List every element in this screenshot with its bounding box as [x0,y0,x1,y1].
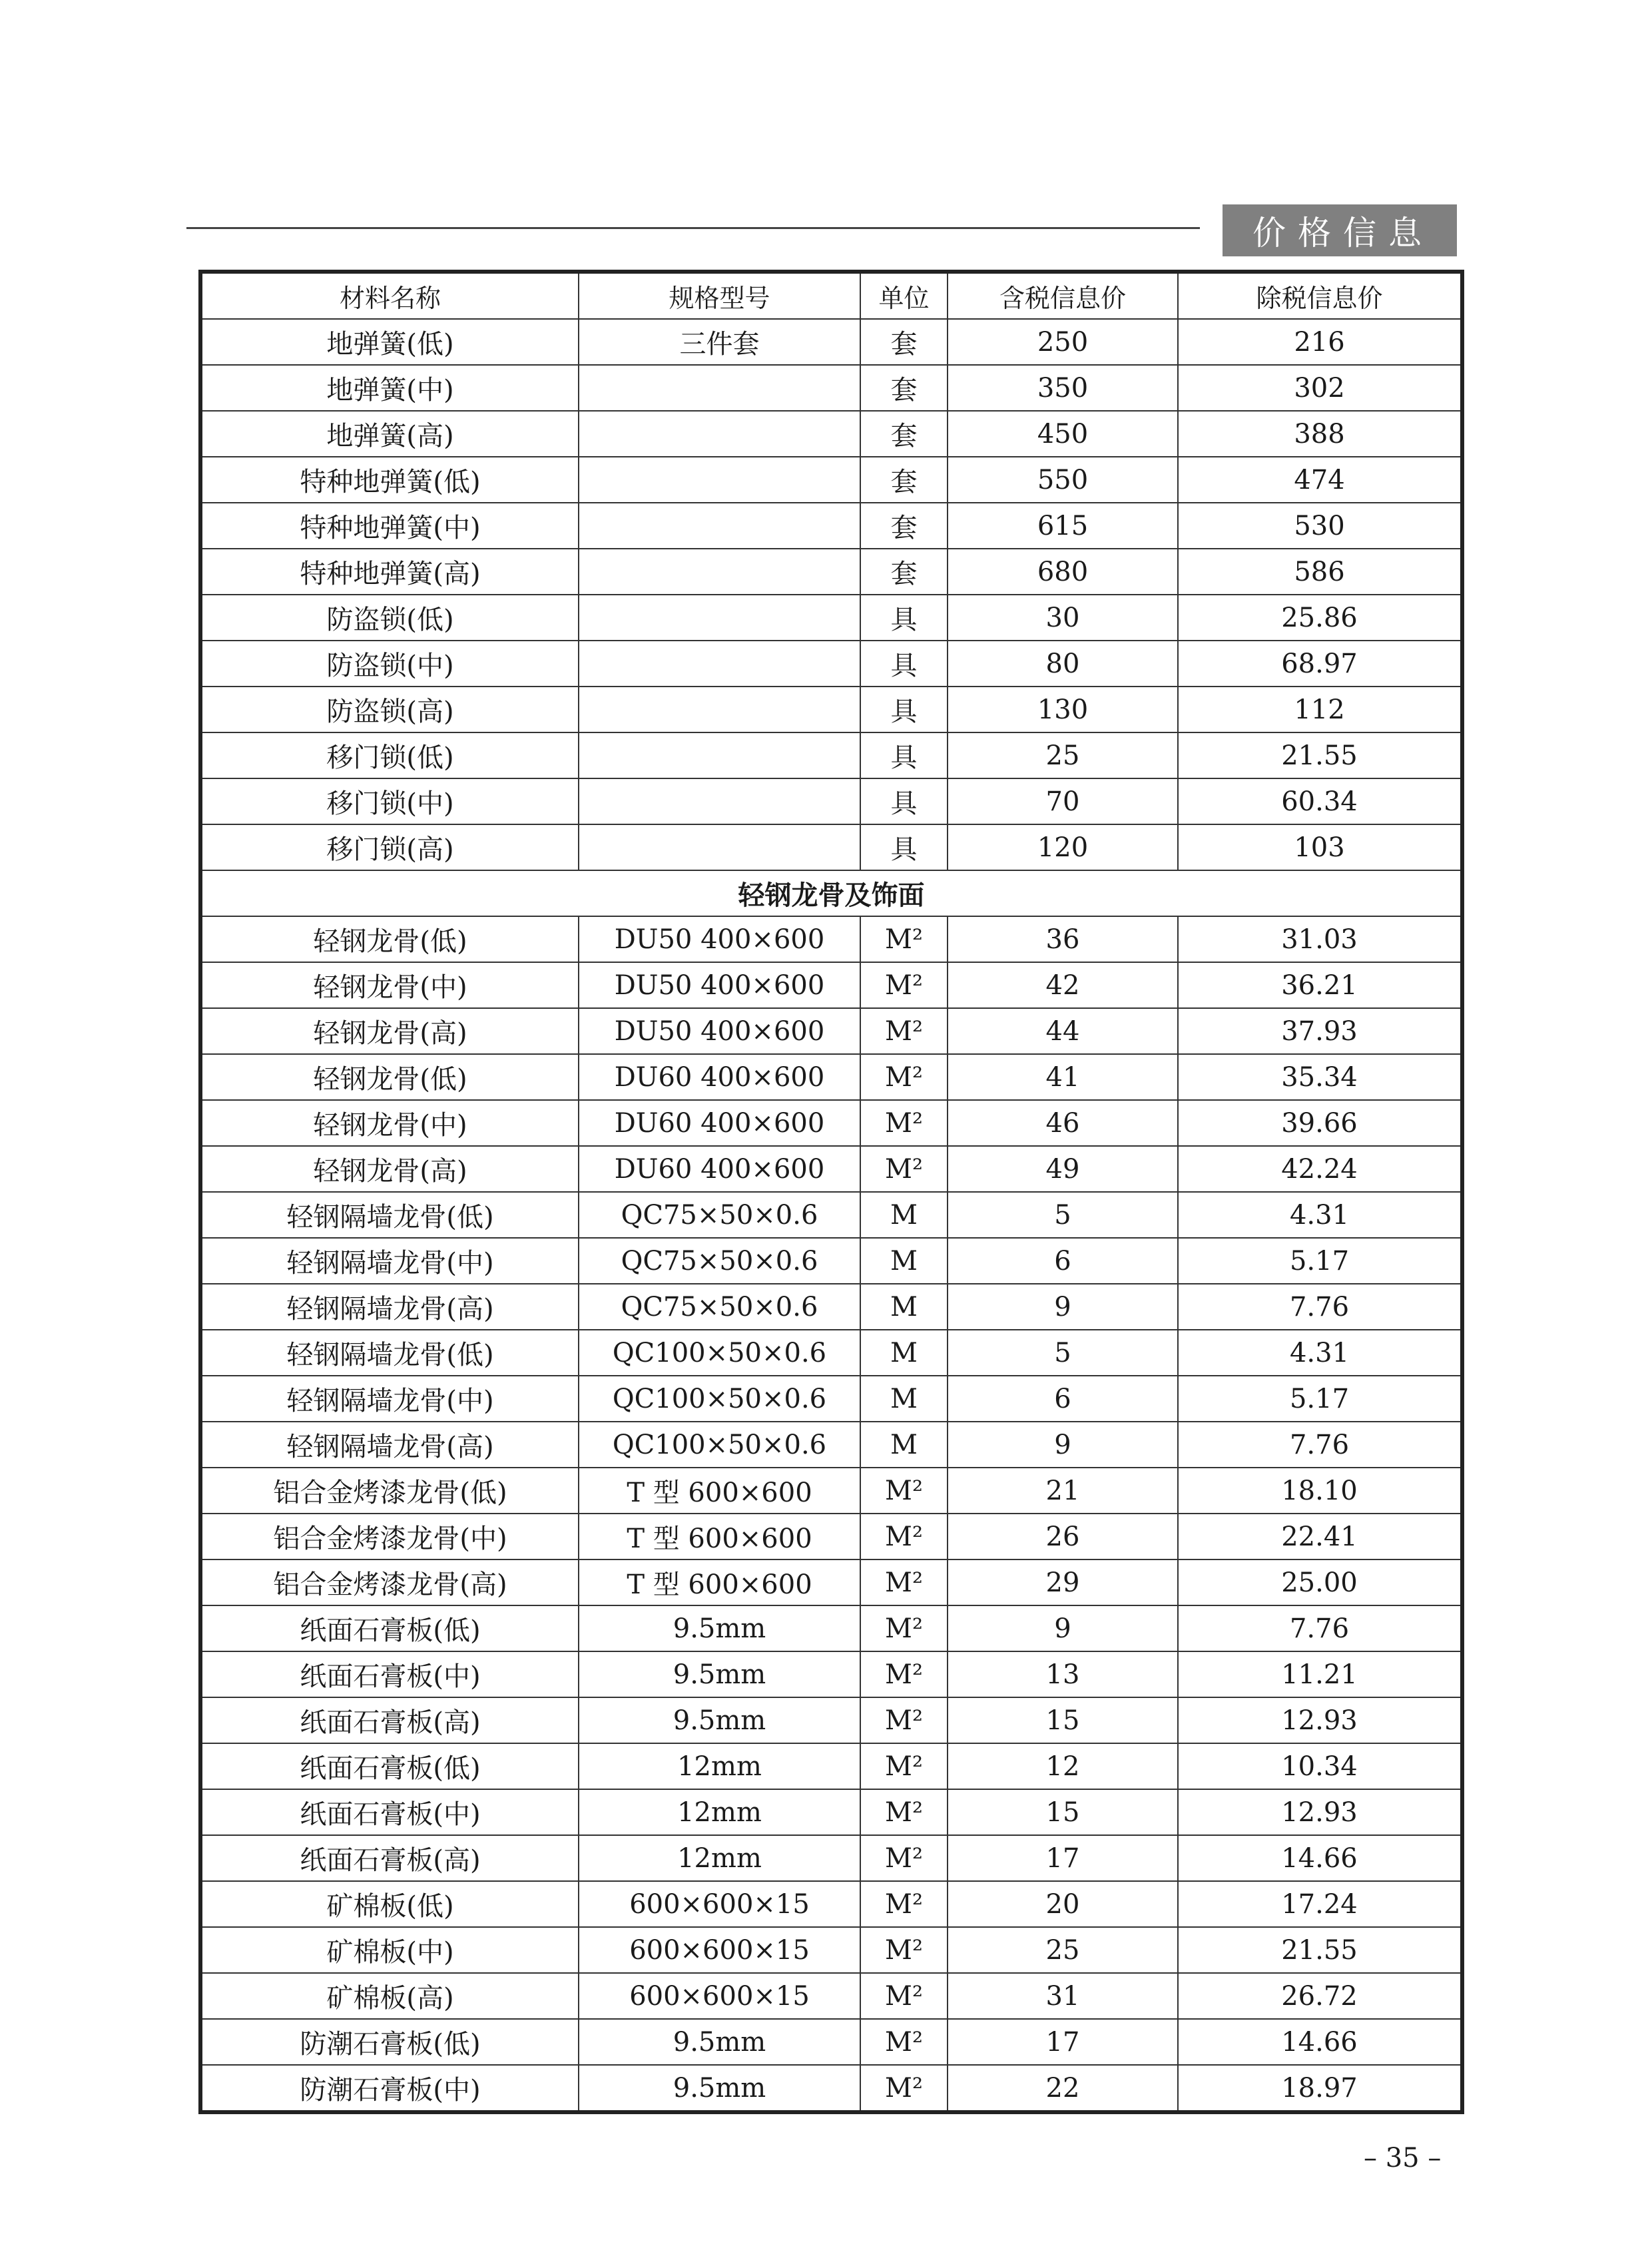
cell-tax-incl: 41 [948,1054,1178,1100]
cell-spec: 9.5mm [579,2065,860,2112]
cell-tax-excl: 12.93 [1178,1697,1462,1743]
cell-tax-excl: 388 [1178,411,1462,457]
table-row [200,319,1462,365]
cell-unit: 具 [860,687,948,732]
cell-tax-excl: 11.21 [1178,1651,1462,1697]
cell-name: 铝合金烤漆龙骨(高) [200,1559,579,1605]
cell-spec: 12mm [579,1743,860,1789]
cell-tax-excl: 42.24 [1178,1146,1462,1192]
table-row [200,503,1462,549]
cell-tax-excl: 39.66 [1178,1100,1462,1146]
table-row [200,411,1462,457]
table-row [200,824,1462,870]
table-row [200,1376,1462,1422]
cell-tax-incl: 9 [948,1422,1178,1468]
cell-spec: 600×600×15 [579,1973,860,2019]
cell-tax-incl: 250 [948,319,1178,365]
cell-unit: M [860,1376,948,1422]
table-row [200,2065,1462,2112]
cell-tax-excl: 37.93 [1178,1008,1462,1054]
cell-spec [579,687,860,732]
cell-spec [579,824,860,870]
cell-name: 纸面石膏板(高) [200,1835,579,1881]
cell-tax-incl: 12 [948,1743,1178,1789]
table-row [200,1146,1462,1192]
column-header-spec: 规格型号 [579,272,860,319]
table-row [200,641,1462,687]
cell-name: 矿棉板(低) [200,1881,579,1927]
cell-spec [579,411,860,457]
cell-unit: M² [860,2065,948,2112]
column-header-name: 材料名称 [200,272,579,319]
table-row [200,1330,1462,1376]
table-row [200,962,1462,1008]
cell-tax-excl: 302 [1178,365,1462,411]
section-tag: 价格信息 [1223,204,1457,256]
cell-name: 轻钢龙骨(高) [200,1008,579,1054]
cell-unit: 套 [860,319,948,365]
table-row [200,778,1462,824]
cell-name: 轻钢龙骨(低) [200,1054,579,1100]
cell-spec [579,457,860,503]
cell-tax-incl: 120 [948,824,1178,870]
cell-tax-excl: 36.21 [1178,962,1462,1008]
cell-spec: DU60 400×600 [579,1054,860,1100]
cell-tax-incl: 450 [948,411,1178,457]
cell-name: 移门锁(中) [200,778,579,824]
table-row [200,1743,1462,1789]
cell-tax-excl: 60.34 [1178,778,1462,824]
cell-unit: M² [860,1468,948,1514]
cell-spec: T 型 600×600 [579,1468,860,1514]
cell-tax-incl: 9 [948,1605,1178,1651]
cell-spec: T 型 600×600 [579,1514,860,1559]
cell-name: 铝合金烤漆龙骨(低) [200,1468,579,1514]
cell-unit: M² [860,1146,948,1192]
cell-unit: 套 [860,411,948,457]
cell-unit: 具 [860,778,948,824]
section-title: 轻钢龙骨及饰面 [200,870,1462,916]
cell-name: 轻钢隔墙龙骨(高) [200,1284,579,1330]
cell-unit: M² [860,1789,948,1835]
cell-spec: QC75×50×0.6 [579,1192,860,1238]
cell-tax-incl: 350 [948,365,1178,411]
cell-tax-incl: 44 [948,1008,1178,1054]
cell-tax-incl: 6 [948,1238,1178,1284]
cell-spec [579,549,860,595]
cell-tax-excl: 14.66 [1178,2019,1462,2065]
table-row [200,732,1462,778]
cell-name: 纸面石膏板(高) [200,1697,579,1743]
cell-spec [579,595,860,641]
cell-unit: 套 [860,457,948,503]
table-header-row [200,272,1462,319]
cell-tax-excl: 68.97 [1178,641,1462,687]
section-row [200,870,1462,916]
cell-unit: M² [860,1054,948,1100]
cell-tax-incl: 5 [948,1192,1178,1238]
cell-tax-incl: 15 [948,1697,1178,1743]
table-row [200,365,1462,411]
cell-spec: T 型 600×600 [579,1559,860,1605]
cell-unit: 套 [860,549,948,595]
cell-tax-incl: 17 [948,2019,1178,2065]
column-header-tax-incl: 含税信息价 [948,272,1178,319]
cell-unit: M² [860,962,948,1008]
cell-tax-excl: 21.55 [1178,1927,1462,1973]
page-number: – 35 – [1364,2143,1442,2173]
cell-unit: M² [860,1743,948,1789]
cell-spec: 12mm [579,1789,860,1835]
cell-tax-excl: 586 [1178,549,1462,595]
table-row [200,1468,1462,1514]
cell-tax-excl: 474 [1178,457,1462,503]
table-row [200,1835,1462,1881]
table-row [200,1927,1462,1973]
table-row [200,1422,1462,1468]
cell-name: 矿棉板(中) [200,1927,579,1973]
cell-tax-incl: 15 [948,1789,1178,1835]
cell-tax-incl: 46 [948,1100,1178,1146]
column-header-unit: 单位 [860,272,948,319]
cell-name: 纸面石膏板(中) [200,1789,579,1835]
table-row [200,1238,1462,1284]
table-row [200,916,1462,962]
table-row [200,1054,1462,1100]
cell-name: 轻钢隔墙龙骨(高) [200,1422,579,1468]
cell-unit: M² [860,1927,948,1973]
cell-unit: M² [860,1559,948,1605]
cell-spec: 600×600×15 [579,1927,860,1973]
cell-name: 纸面石膏板(低) [200,1743,579,1789]
cell-spec: 600×600×15 [579,1881,860,1927]
cell-tax-excl: 14.66 [1178,1835,1462,1881]
cell-unit: M² [860,1651,948,1697]
cell-name: 轻钢隔墙龙骨(中) [200,1376,579,1422]
cell-unit: M² [860,1973,948,2019]
cell-tax-incl: 30 [948,595,1178,641]
cell-tax-excl: 103 [1178,824,1462,870]
cell-name: 铝合金烤漆龙骨(中) [200,1514,579,1559]
cell-tax-incl: 36 [948,916,1178,962]
table-row [200,1100,1462,1146]
cell-name: 地弹簧(高) [200,411,579,457]
cell-name: 轻钢龙骨(高) [200,1146,579,1192]
cell-tax-excl: 18.97 [1178,2065,1462,2112]
table-row [200,457,1462,503]
cell-tax-excl: 31.03 [1178,916,1462,962]
cell-tax-excl: 22.41 [1178,1514,1462,1559]
cell-tax-incl: 20 [948,1881,1178,1927]
cell-tax-incl: 5 [948,1330,1178,1376]
table-row [200,1651,1462,1697]
cell-spec: QC75×50×0.6 [579,1238,860,1284]
cell-name: 轻钢隔墙龙骨(低) [200,1330,579,1376]
cell-unit: 具 [860,641,948,687]
cell-name: 防盗锁(高) [200,687,579,732]
cell-tax-excl: 4.31 [1178,1192,1462,1238]
cell-spec: DU50 400×600 [579,1008,860,1054]
cell-tax-incl: 21 [948,1468,1178,1514]
cell-name: 特种地弹簧(低) [200,457,579,503]
cell-tax-incl: 70 [948,778,1178,824]
cell-unit: 套 [860,503,948,549]
cell-name: 纸面石膏板(低) [200,1605,579,1651]
cell-unit: M [860,1192,948,1238]
cell-spec: 三件套 [579,319,860,365]
table-body [200,319,1462,2112]
cell-unit: M [860,1284,948,1330]
cell-tax-excl: 7.76 [1178,1284,1462,1330]
table-row [200,1697,1462,1743]
cell-name: 纸面石膏板(中) [200,1651,579,1697]
cell-unit: M² [860,1008,948,1054]
cell-spec: 9.5mm [579,1651,860,1697]
cell-tax-excl: 530 [1178,503,1462,549]
cell-tax-excl: 21.55 [1178,732,1462,778]
cell-tax-excl: 7.76 [1178,1422,1462,1468]
cell-spec: 9.5mm [579,1605,860,1651]
cell-tax-incl: 6 [948,1376,1178,1422]
cell-tax-excl: 35.34 [1178,1054,1462,1100]
cell-tax-excl: 5.17 [1178,1376,1462,1422]
table-row [200,1789,1462,1835]
table-row [200,1559,1462,1605]
table-row [200,1605,1462,1651]
table-row [200,1973,1462,2019]
cell-name: 移门锁(低) [200,732,579,778]
cell-tax-excl: 112 [1178,687,1462,732]
table-row [200,1514,1462,1559]
cell-unit: M² [860,2019,948,2065]
cell-name: 防潮石膏板(低) [200,2019,579,2065]
cell-name: 防潮石膏板(中) [200,2065,579,2112]
cell-unit: 具 [860,732,948,778]
cell-unit: M [860,1422,948,1468]
table-row [200,1008,1462,1054]
cell-unit: M² [860,1881,948,1927]
cell-unit: M² [860,1835,948,1881]
cell-name: 防盗锁(中) [200,641,579,687]
cell-tax-excl: 4.31 [1178,1330,1462,1376]
cell-tax-incl: 615 [948,503,1178,549]
cell-tax-excl: 26.72 [1178,1973,1462,2019]
cell-tax-incl: 26 [948,1514,1178,1559]
cell-unit: 具 [860,595,948,641]
cell-tax-excl: 25.86 [1178,595,1462,641]
cell-spec [579,641,860,687]
cell-tax-incl: 80 [948,641,1178,687]
cell-unit: M² [860,916,948,962]
cell-spec: 12mm [579,1835,860,1881]
cell-tax-incl: 680 [948,549,1178,595]
cell-name: 轻钢隔墙龙骨(低) [200,1192,579,1238]
cell-tax-excl: 25.00 [1178,1559,1462,1605]
table-row [200,2019,1462,2065]
price-table [198,270,1464,2114]
cell-tax-incl: 29 [948,1559,1178,1605]
cell-tax-incl: 9 [948,1284,1178,1330]
cell-name: 轻钢隔墙龙骨(中) [200,1238,579,1284]
cell-tax-excl: 12.93 [1178,1789,1462,1835]
cell-tax-incl: 22 [948,2065,1178,2112]
cell-tax-excl: 7.76 [1178,1605,1462,1651]
cell-tax-incl: 42 [948,962,1178,1008]
cell-name: 特种地弹簧(高) [200,549,579,595]
cell-tax-incl: 130 [948,687,1178,732]
cell-tax-excl: 17.24 [1178,1881,1462,1927]
cell-tax-incl: 31 [948,1973,1178,2019]
cell-unit: M² [860,1605,948,1651]
cell-tax-incl: 13 [948,1651,1178,1697]
table-row [200,1284,1462,1330]
cell-spec: 9.5mm [579,2019,860,2065]
table-row [200,687,1462,732]
cell-tax-excl: 18.10 [1178,1468,1462,1514]
cell-name: 地弹簧(低) [200,319,579,365]
cell-name: 移门锁(高) [200,824,579,870]
cell-spec [579,732,860,778]
cell-spec: QC100×50×0.6 [579,1330,860,1376]
cell-unit: 套 [860,365,948,411]
cell-spec: DU50 400×600 [579,962,860,1008]
cell-tax-incl: 25 [948,732,1178,778]
cell-spec: QC100×50×0.6 [579,1376,860,1422]
cell-unit: 具 [860,824,948,870]
cell-name: 轻钢龙骨(中) [200,1100,579,1146]
cell-unit: M² [860,1100,948,1146]
cell-name: 地弹簧(中) [200,365,579,411]
cell-unit: M² [860,1514,948,1559]
cell-spec: DU60 400×600 [579,1100,860,1146]
cell-spec [579,365,860,411]
cell-tax-incl: 25 [948,1927,1178,1973]
cell-spec: DU50 400×600 [579,916,860,962]
table-row [200,1881,1462,1927]
cell-name: 防盗锁(低) [200,595,579,641]
cell-name: 矿棉板(高) [200,1973,579,2019]
cell-spec: 9.5mm [579,1697,860,1743]
column-header-tax-excl: 除税信息价 [1178,272,1462,319]
cell-tax-excl: 5.17 [1178,1238,1462,1284]
cell-spec [579,778,860,824]
cell-spec: QC75×50×0.6 [579,1284,860,1330]
cell-tax-incl: 49 [948,1146,1178,1192]
cell-spec: DU60 400×600 [579,1146,860,1192]
cell-tax-excl: 10.34 [1178,1743,1462,1789]
cell-name: 特种地弹簧(中) [200,503,579,549]
cell-spec: QC100×50×0.6 [579,1422,860,1468]
header-rule [186,227,1200,229]
table-row [200,595,1462,641]
table-row [200,1192,1462,1238]
cell-tax-incl: 550 [948,457,1178,503]
cell-unit: M [860,1330,948,1376]
cell-name: 轻钢龙骨(低) [200,916,579,962]
cell-unit: M [860,1238,948,1284]
cell-spec [579,503,860,549]
cell-unit: M² [860,1697,948,1743]
cell-name: 轻钢龙骨(中) [200,962,579,1008]
cell-tax-incl: 17 [948,1835,1178,1881]
cell-tax-excl: 216 [1178,319,1462,365]
table-row [200,549,1462,595]
